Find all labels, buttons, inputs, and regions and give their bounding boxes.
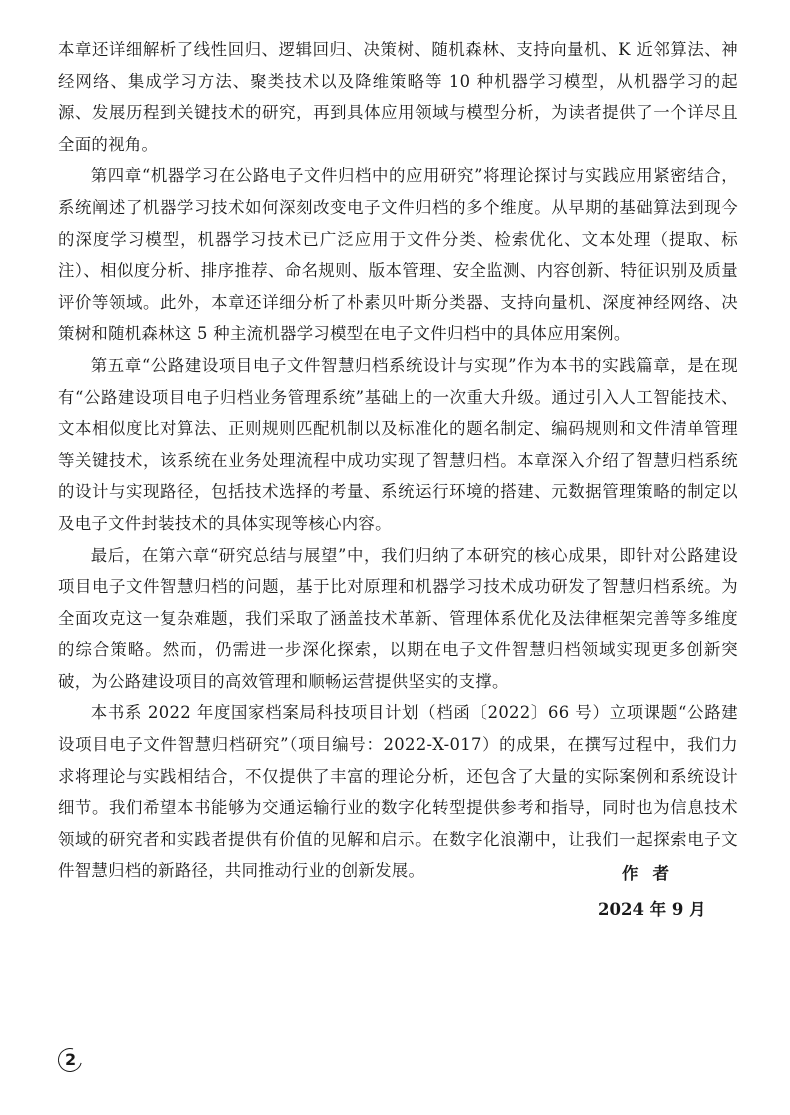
paragraph-continuation: 本章还详细解析了线性回归、逻辑回归、决策树、随机森林、支持向量机、K 近邻算法、神经网络、集成学习方法、聚类技术以及降维策略等 10 种机器学习模型，从机器学习的起源、发展历程到关键技术的研究，再到具体应用领域与模型分析，为读者提供了一个详尽且全面的视角。 — [58, 40, 738, 154]
page-number-value: 2 — [65, 1050, 77, 1069]
page-number — [58, 1048, 84, 1074]
body-text — [58, 34, 738, 887]
paragraph-chapter-6: 最后，在第六章“研究总结与展望”中，我们归纳了本研究的核心成果，即针对公路建设项目电子文件智慧归档的问题，基于比对原理和机器学习技术成功研发了智慧归档系统。为全面攻克这一复杂难题，我们采取了涵盖技术革新、管理体系优化及法律框架完善等多维度的综合策略。然而，仍需进一步深化探索，以期在电子文件智慧归档领域实现更多创新突破，为公路建设项目的高效管理和顺畅运营提供坚实的支撑。 — [58, 545, 738, 691]
paragraph-chapter-5: 第五章“公路建设项目电子文件智慧归档系统设计与实现”作为本书的实践篇章，是在现有“公路建设项目电子归档业务管理系统”基础上的一次重大升级。通过引入人工智能技术、文本相似度比对算法、正则规则匹配机制以及标准化的题名制定、编码规则和文件清单管理等关键技术，该系统在业务处理流程中成功实现了智慧归档。本章深入介绍了智慧归档系统的设计与实现路径，包括技术选择的考量、系统运行环境的搭建、元数据管理策略的制定以及电子文件封装技术的具体实现等核心内容。 — [58, 355, 738, 533]
signoff-date: 2024 年 9 月 — [598, 900, 706, 919]
paragraph-funding: 本书系 2022 年度国家档案局科技项目计划（档函〔2022〕66 号）立项课题“公路建设项目电子文件智慧归档研究”（项目编号：2022-X-017）的成果，在撰写过程中，我们力求将理论与实践相结合，不仅提供了丰富的理论分析，还包含了大量的实际案例和系统设计细节。我们希望本书能够为交通运输行业的数字化转型提供参考和指导，同时也为信息技术领域的研究者和实践者提供有价值的见解和启示。在数字化浪潮中，让我们一起探索电子文件智慧归档的新路径，共同推动行业的创新发展。 — [58, 703, 738, 881]
paragraph-chapter-4: 第四章“机器学习在公路电子文件归档中的应用研究”将理论探讨与实践应用紧密结合，系统阐述了机器学习技术如何深刻改变电子文件归档的多个维度。从早期的基础算法到现今的深度学习模型，机器学习技术已广泛应用于文件分类、检索优化、文本处理（提取、标注）、相似度分析、排序推荐、命名规则、版本管理、安全监测、内容创新、特征识别及质量评价等领域。此外，本章还详细分析了朴素贝叶斯分类器、支持向量机、深度神经网络、决策树和随机森林这 5 种主流机器学习模型在电子文件归档中的具体应用案例。 — [58, 166, 738, 344]
author-label: 作者 — [622, 864, 683, 883]
